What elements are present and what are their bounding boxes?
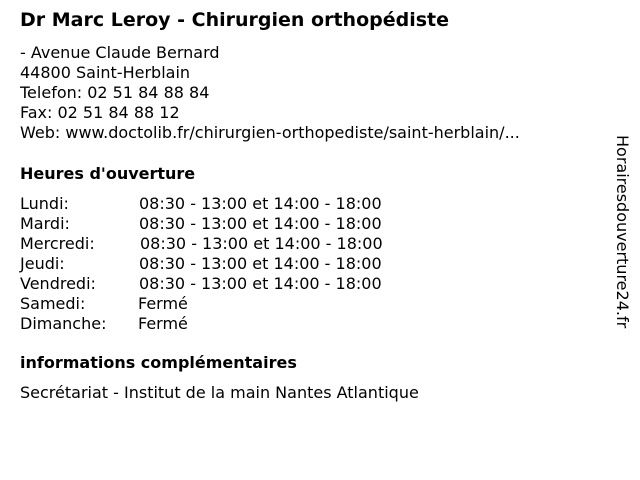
phone-number: Telefon: 02 51 84 88 84 [20,83,210,102]
hours-row-friday [20,274,440,294]
additional-info-heading: informations complémentaires [20,353,297,372]
hours-row-saturday [20,294,440,314]
hours-row-wednesday [20,234,440,254]
hours-row-sunday [20,314,440,334]
day-label: Mardi: [20,214,70,233]
day-label: Jeudi: [20,254,65,273]
day-label: Dimanche: [20,314,107,333]
address-street: - Avenue Claude Bernard [20,43,220,62]
day-label: Vendredi: [20,274,96,293]
day-label: Samedi: [20,294,86,313]
time-value: 08:30 - 13:00 et 14:00 - 18:00 [140,234,383,253]
fax-number: Fax: 02 51 84 88 12 [20,103,180,122]
website-link[interactable]: Web: www.doctolib.fr/chirurgien-orthopediste/saint-herblain/... [20,123,520,142]
hours-row-thursday [20,254,440,274]
day-label: Lundi: [20,194,69,213]
site-brand-vertical: Horairesdouverture24.fr [613,135,632,329]
opening-hours-table [20,194,440,334]
time-value: Fermé [138,294,188,313]
time-value: Fermé [138,314,188,333]
time-value: 08:30 - 13:00 et 14:00 - 18:00 [139,194,382,213]
hours-row-monday [20,194,440,214]
hours-row-tuesday [20,214,440,234]
address-city: 44800 Saint-Herblain [20,63,191,82]
day-label: Mercredi: [20,234,95,253]
time-value: 08:30 - 13:00 et 14:00 - 18:00 [139,214,382,233]
time-value: 08:30 - 13:00 et 14:00 - 18:00 [139,274,382,293]
additional-info-text: Secrétariat - Institut de la main Nantes Atlantique [20,383,419,402]
doctor-title: Dr Marc Leroy - Chirurgien orthopédiste [20,9,450,31]
time-value: 08:30 - 13:00 et 14:00 - 18:00 [139,254,382,273]
opening-hours-heading: Heures d'ouverture [20,164,196,183]
contact-block [20,43,520,143]
